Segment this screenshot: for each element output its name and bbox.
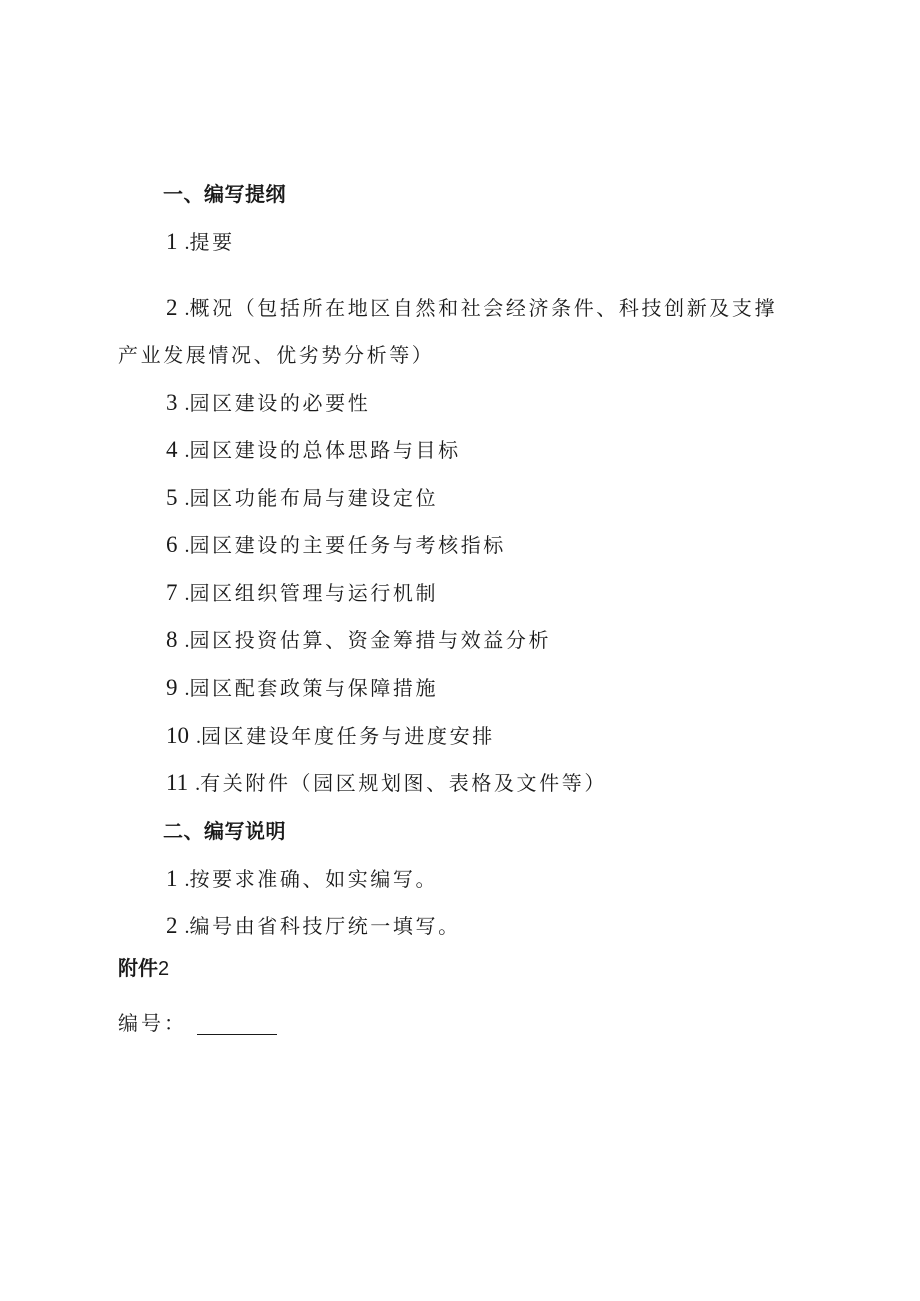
list-item: 4 .园区建设的总体思路与目标 xyxy=(166,437,461,462)
item-number: 6 xyxy=(166,532,178,557)
item-number: 2 xyxy=(166,295,178,320)
item-text: 园区组织管理与运行机制 xyxy=(189,581,439,605)
serial-blank-field[interactable] xyxy=(197,1016,277,1035)
item-number: 11 xyxy=(166,770,189,795)
item-number: 5 xyxy=(166,485,178,510)
item-number: 3 xyxy=(166,390,178,415)
item-text: 概况（包括所在地区自然和社会经济条件、科技创新及支撑 xyxy=(189,296,778,320)
list-item: 7 .园区组织管理与运行机制 xyxy=(166,580,439,605)
serial-label: 编号： xyxy=(118,1011,187,1035)
annex-text: 附件 xyxy=(118,956,158,980)
item-text: 提要 xyxy=(189,230,235,254)
item-number: 1 xyxy=(166,866,178,891)
list-item: 6 .园区建设的主要任务与考核指标 xyxy=(166,532,506,557)
list-item: 8 .园区投资估算、资金筹措与效益分析 xyxy=(166,627,552,652)
item-text: 园区建设的必要性 xyxy=(189,391,371,415)
item-text: 编号由省科技厅统一填写。 xyxy=(189,914,461,938)
item-text: 按要求准确、如实编写。 xyxy=(189,867,439,891)
annex-label xyxy=(118,956,169,981)
item-text: 园区功能布局与建设定位 xyxy=(189,486,439,510)
item-number: 2 xyxy=(166,913,178,938)
section-heading-outline: 一、编写提纲 xyxy=(163,182,286,206)
list-item: 3 .园区建设的必要性 xyxy=(166,390,371,415)
list-item: 9 .园区配套政策与保障措施 xyxy=(166,675,439,700)
item-number: 7 xyxy=(166,580,178,605)
item-number: 1 xyxy=(166,229,178,254)
item-text: 园区建设的主要任务与考核指标 xyxy=(189,533,506,557)
list-item-continuation: 产业发展情况、优劣势分析等） xyxy=(118,343,435,367)
list-item: 10 .园区建设年度任务与进度安排 xyxy=(166,723,495,748)
annex-number: 2 xyxy=(158,958,170,980)
list-item: 2 .概况（包括所在地区自然和社会经济条件、科技创新及支撑 xyxy=(166,295,778,320)
item-text: 园区建设年度任务与进度安排 xyxy=(201,724,495,748)
serial-number-row xyxy=(118,1011,277,1035)
list-item: 5 .园区功能布局与建设定位 xyxy=(166,485,439,510)
item-number: 8 xyxy=(166,627,178,652)
item-text: 有关附件（园区规划图、表格及文件等） xyxy=(200,771,607,795)
item-text: 园区投资估算、资金筹措与效益分析 xyxy=(189,628,552,652)
item-number: 10 xyxy=(166,723,189,748)
item-number: 4 xyxy=(166,437,178,462)
item-text: 园区建设的总体思路与目标 xyxy=(189,438,461,462)
list-item: 1 .提要 xyxy=(166,229,235,254)
item-text: 园区配套政策与保障措施 xyxy=(189,676,439,700)
item-number: 9 xyxy=(166,675,178,700)
list-item: 11 .有关附件（园区规划图、表格及文件等） xyxy=(166,770,607,795)
list-item: 1 .按要求准确、如实编写。 xyxy=(166,866,439,891)
list-item: 2 .编号由省科技厅统一填写。 xyxy=(166,913,461,938)
section-heading-notes: 二、编写说明 xyxy=(163,819,286,843)
